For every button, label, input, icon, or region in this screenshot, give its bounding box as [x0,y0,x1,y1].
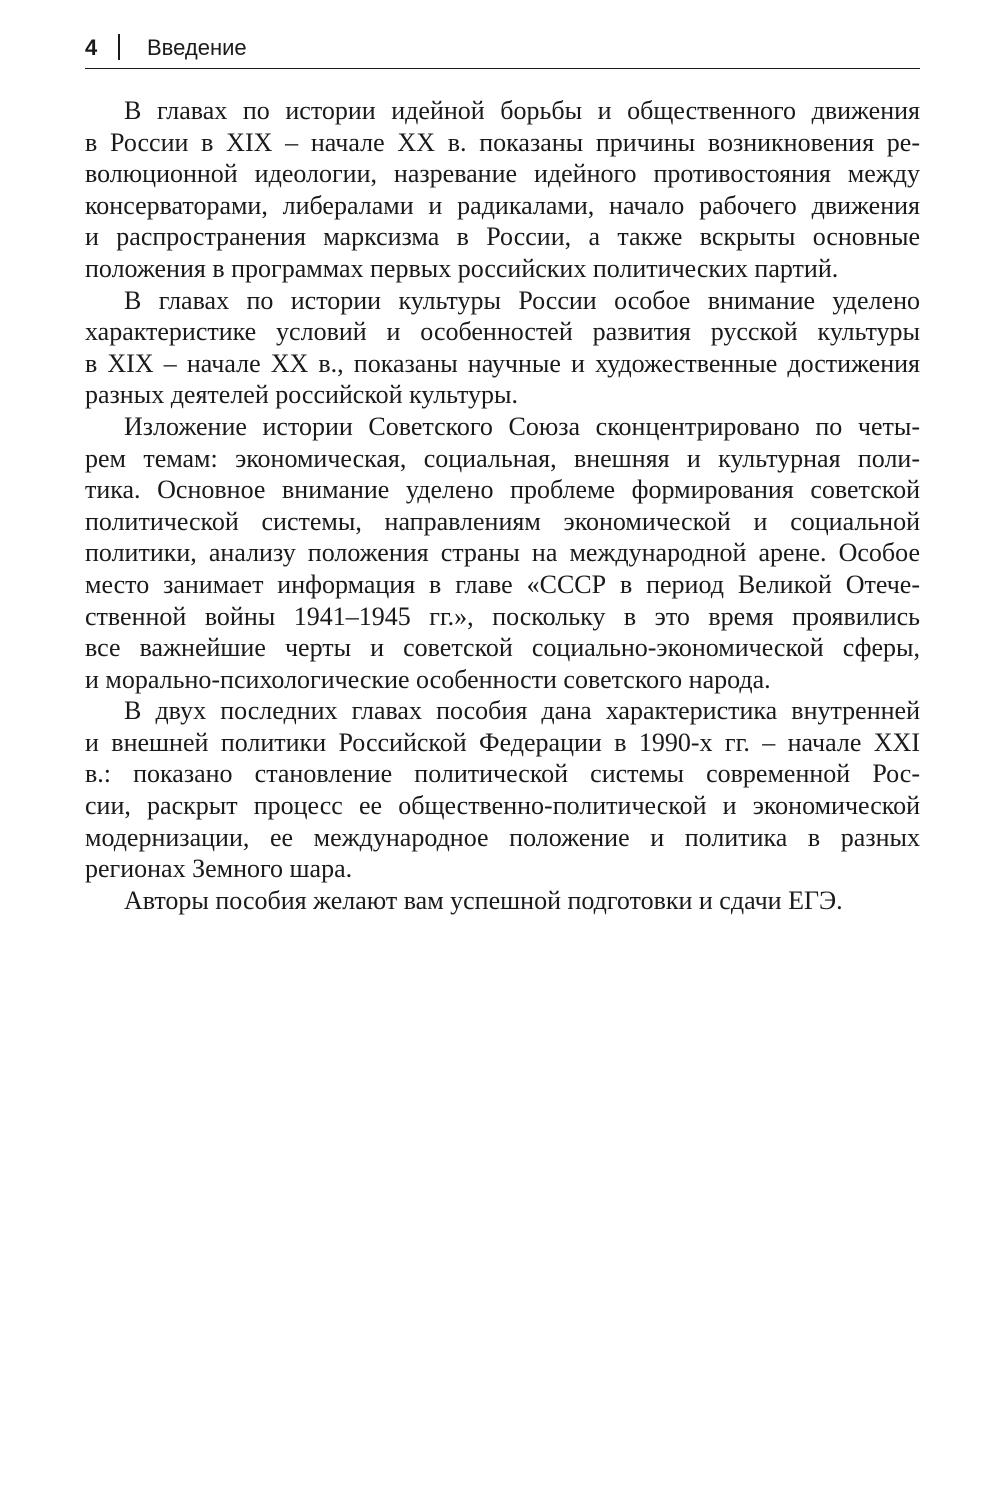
text-line: политики, анализу положения страны на международной арене. Особое [85,538,920,568]
text-line: разных деятелей российской культуры. [85,380,519,410]
header-divider [118,34,120,60]
text-line: волюционной идеологии, назревание идейного противостояния между [85,159,920,189]
text-line: и внешней политики Российской Федерации в 1990-х гг. – начале XXI [85,727,920,757]
paragraph [85,285,920,411]
paragraph [85,885,920,917]
text-line: ственной войны 1941–1945 гг.», поскольку в это время проявились [85,601,920,631]
text-line: и морально-психологические особенности советского народа. [85,664,771,694]
text-line: В двух последних главах пособия дана характеристика внутренней [124,696,920,726]
paragraph [85,695,920,885]
text-line: политической системы, направлениям экономической и социальной [85,506,920,536]
paragraph [85,411,920,695]
text-line: сии, раскрыт процесс ее общественно-политической и экономической [85,791,920,821]
text-line: все важнейшие черты и советской социально-экономической сферы, [85,633,920,663]
text-line: В главах по истории идейной борьбы и общественного движения [124,96,920,125]
section-title: Введение [147,35,247,60]
text-line: Изложение истории Советского Союза сконцентрировано по четы- [124,411,920,441]
text-line: Авторы пособия желают вам успешной подготовки и сдачи ЕГЭ. [124,885,843,915]
text-line: положения в программах первых российских политических партий. [85,253,839,283]
text-line: место занимает информация в главе «СССР в период Великой Отече- [85,569,920,599]
text-line: рем темам: экономическая, социальная, внешняя и культурная поли- [85,443,920,473]
text-line: в.: показано становление политической системы современной Рос- [85,759,920,789]
page-number: 4 [85,35,98,60]
text-line: в России в XIX – начале XX в. показаны причины возникновения ре- [85,127,920,157]
text-line: консерваторами, либералами и радикалами, начало рабочего движения [85,190,920,220]
text-line: и распространения марксизма в России, а также вскрыты основные [85,222,920,252]
text-line: в XIX – начале XX в., показаны научные и художественные достижения [85,348,920,378]
text-line: характеристике условий и особенностей развития русской культуры [85,317,920,347]
text-line: модернизации, ее международное положение и политика в разных [85,822,920,852]
body-text [85,95,920,916]
text-line: регионах Земного шара. [85,854,353,884]
text-line: тика. Основное внимание уделено проблеме формирования советской [85,475,920,505]
page-header [85,28,920,69]
paragraph [85,95,920,285]
text-line: В главах по истории культуры России особое внимание уделено [124,285,920,315]
